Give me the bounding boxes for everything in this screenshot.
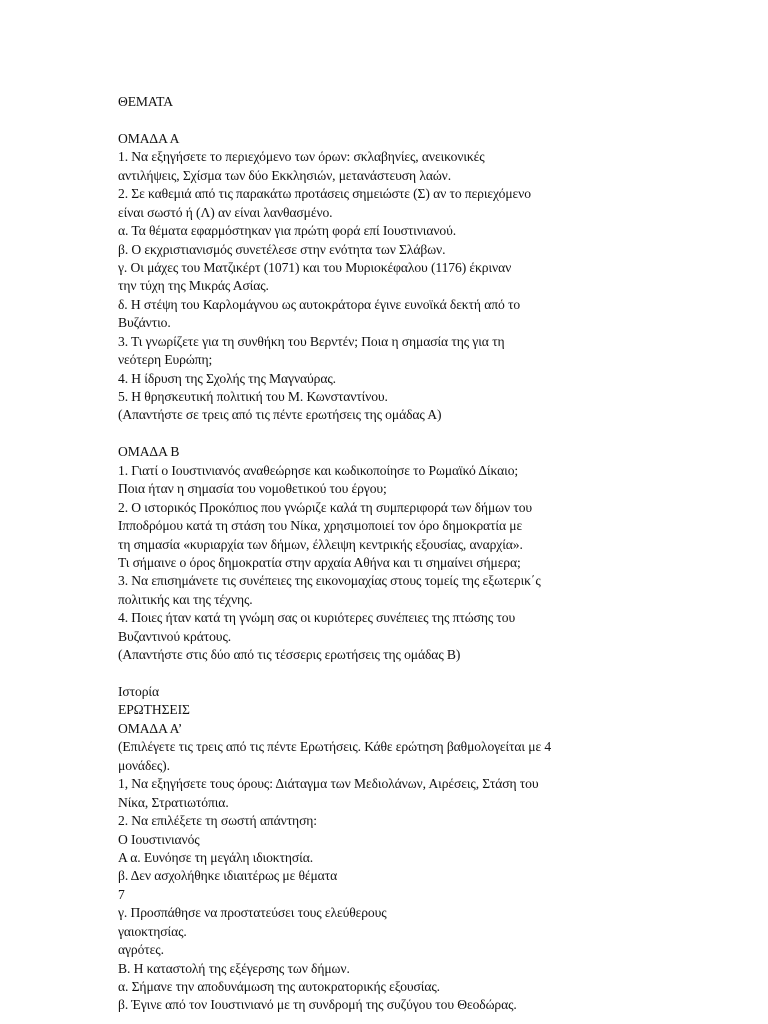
text-line: Β. Η καταστολή της εξέγερσης των δήμων. bbox=[118, 960, 350, 976]
text-line: (Επιλέγετε τις τρεις από τις πέντε Ερωτήσεις. Κάθε ερώτηση βαθμολογείται με 4 bbox=[118, 739, 552, 755]
text-line: 7 bbox=[118, 886, 125, 902]
document-body bbox=[118, 93, 738, 1015]
text-line: 1. Να εξηγήσετε το περιεχόμενο των όρων: σκλαβηνίες, ανεικονικές bbox=[118, 149, 485, 165]
text-line: είναι σωστό ή (Λ) αν είναι λανθασμένο. bbox=[118, 204, 333, 220]
text-line: Νίκα, Στρατιωτόπια. bbox=[118, 794, 229, 810]
text-line: Α α. Ευνόησε τη μεγάλη ιδιοκτησία. bbox=[118, 849, 314, 865]
text-line: Τι σήμαινε ο όρος δημοκρατία στην αρχαία Αθήνα και τι σημαίνει σήμερα; bbox=[118, 554, 521, 570]
text-line: 2. Να επιλέξετε τη σωστή απάντηση: bbox=[118, 813, 317, 829]
subject-label: Ιστορία bbox=[118, 684, 159, 699]
text-line: αγρότες. bbox=[118, 942, 164, 958]
text-line: 4. Η ίδρυση της Σχολής της Μαγναύρας. bbox=[118, 370, 336, 386]
text-line: πολιτικής και της τέχνης. bbox=[118, 591, 253, 607]
text-line: 3. Να επισημάνετε τις συνέπειες της εικονομαχίας στους τομείς της εξωτερικ΄ς bbox=[118, 573, 541, 589]
text-line: Βυζαντινού κράτους. bbox=[118, 628, 232, 644]
text-line: δ. Η στέψη του Καρλομάγνου ως αυτοκράτορα έγινε ευνοϊκά δεκτή από το bbox=[118, 296, 521, 312]
spacer bbox=[118, 111, 738, 129]
questions-heading: ΕΡΩΤΗΣΕΙΣ bbox=[118, 702, 190, 718]
text-line: Βυζάντιο. bbox=[118, 315, 171, 331]
text-line: 4. Ποιες ήταν κατά τη γνώμη σας οι κυριότερες συνέπειες της πτώσης του bbox=[118, 610, 516, 626]
group-b-questions bbox=[118, 462, 738, 665]
text-line: νεότερη Ευρώπη; bbox=[118, 352, 213, 368]
group-a-questions bbox=[118, 148, 738, 425]
text-line: τη σημασία «κυριαρχία των δήμων, έλλειψη κεντρικής εξουσίας, αναρχία». bbox=[118, 536, 523, 552]
text-line: γ. Προσπάθησε να προστατεύσει τους ελεύθερους bbox=[118, 905, 387, 921]
text-line: α. Τα θέματα εφαρμόστηκαν για πρώτη φορά επί Ιουστινιανού. bbox=[118, 223, 457, 239]
text-line: Ο Ιουστινιανός bbox=[118, 831, 200, 847]
text-line: Ιπποδρόμου κατά τη στάση του Νίκα, χρησιμοποιεί τον όρο δημοκρατία με bbox=[118, 518, 523, 534]
text-line: αντιλήψεις, Σχίσμα των δύο Εκκλησιών, μετανάστευση λαών. bbox=[118, 167, 452, 183]
text-line: (Απαντήστε στις δύο από τις τέσσερις ερωτήσεις της ομάδας Β) bbox=[118, 647, 461, 663]
text-line: α. Σήμανε την αποδυνάμωση της αυτοκρατορικής εξουσίας. bbox=[118, 979, 440, 994]
text-line: γ. Οι μάχες του Ματζικέρτ (1071) και του Μυριοκέφαλου (1176) έκριναν bbox=[118, 259, 512, 275]
text-line: 2. Σε καθεμιά από τις παρακάτω προτάσεις σημειώστε (Σ) αν το περιεχόμενο bbox=[118, 186, 531, 202]
text-line: 5. Η θρησκευτική πολιτική του Μ. Κωνσταντίνου. bbox=[118, 389, 388, 404]
group-a-heading: ΟΜΑΔΑ Α bbox=[118, 130, 180, 146]
text-line: β. Δεν ασχολήθηκε ιδιαιτέρως με θέματα bbox=[118, 868, 338, 884]
text-line: 3. Τι γνωρίζετε για τη συνθήκη του Βερντέν; Ποια η σημασία της για τη bbox=[118, 333, 505, 349]
text-line: μονάδες). bbox=[118, 757, 170, 773]
text-line: (Απαντήστε σε τρεις από τις πέντε ερωτήσεις της ομάδας Α) bbox=[118, 407, 442, 423]
group-a-prime-heading: ΟΜΑΔΑ Α’ bbox=[118, 720, 183, 736]
spacer bbox=[118, 665, 738, 683]
text-line: 1. Γιατί ο Ιουστινιανός αναθεώρησε και κωδικοποίησε το Ρωμαϊκό Δίκαιο; bbox=[118, 462, 519, 478]
text-line: β. Έγινε από τον Ιουστινιανό με τη συνδρομή της συζύγου του Θεοδώρας. bbox=[118, 997, 517, 1013]
document-title: ΘΕΜΑΤΑ bbox=[118, 94, 173, 109]
text-line: 2. Ο ιστορικός Προκόπιος που γνώριζε καλά τη συμπεριφορά των δήμων του bbox=[118, 499, 533, 515]
text-line: Ποια ήταν η σημασία του νομοθετικού του έργου; bbox=[118, 481, 387, 497]
text-line: γαιοκτησίας. bbox=[118, 923, 187, 939]
text-line: 1, Να εξηγήσετε τους όρους: Διάταγμα των Μεδιολάνων, Αιρέσεις, Στάση του bbox=[118, 776, 539, 792]
spacer bbox=[118, 425, 738, 443]
text-line: την τύχη της Μικράς Ασίας. bbox=[118, 278, 269, 294]
section-two-questions bbox=[118, 738, 738, 1015]
group-b-heading: ΟΜΑΔΑ Β bbox=[118, 444, 180, 460]
text-line: β. Ο εκχριστιανισμός συνετέλεσε στην ενότητα των Σλάβων. bbox=[118, 241, 446, 257]
